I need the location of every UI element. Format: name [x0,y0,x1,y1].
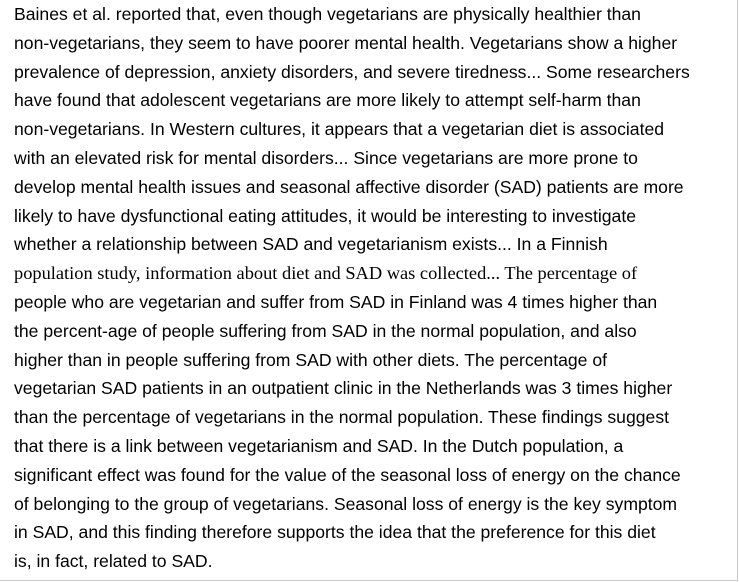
text-line: likely to have dysfunctional eating attitudes, it would be interesting to investigate [14,205,637,226]
text-line: significant effect was found for the value of the seasonal loss of energy on the chance [14,464,681,485]
text-line: non-vegetarians, they seem to have poorer mental health. Vegetarians show a higher [14,32,678,53]
text-line: in SAD, and this finding therefore supports the idea that the preference for this diet [14,522,656,543]
text-line: the percent-age of people suffering from SAD in the normal population, and also [14,320,637,341]
text-line: whether a relationship between SAD and vegetarianism exists... In a Finnish [14,234,608,255]
text-line: than the percentage of vegetarians in the normal population. These findings suggest [14,407,669,428]
text-line: prevalence of depression, anxiety disorders, and severe tiredness... Some researchers [14,61,690,82]
text-line: vegetarian SAD patients in an outpatient clinic in the Netherlands was 3 times higher [14,378,673,399]
text-line: have found that adolescent vegetarians are more likely to attempt self-harm than [14,90,641,111]
text-line: people who are vegetarian and suffer from SAD in Finland was 4 times higher than [14,291,658,312]
text-line: is, in fact, related to SAD. [14,551,213,572]
text-line: of belonging to the group of vegetarians. Seasonal loss of energy is the key symptom [14,493,678,514]
text-line: population study, information about diet and SAD was collected... The percentage of [14,263,638,284]
text-line: non-vegetarians. In Western cultures, it appears that a vegetarian diet is associated [14,119,665,140]
text-line: develop mental health issues and seasonal affective disorder (SAD) patients are more [14,176,684,197]
text-line: higher than in people suffering from SAD with other diets. The percentage of [14,349,608,370]
text-line: with an elevated risk for mental disorders... Since vegetarians are more prone to [14,147,638,168]
text-line: Baines et al. reported that, even though vegetarians are physically healthier than [14,4,641,24]
text-line: that there is a link between vegetarianism and SAD. In the Dutch population, a [14,435,624,456]
document-paragraph [14,0,736,576]
